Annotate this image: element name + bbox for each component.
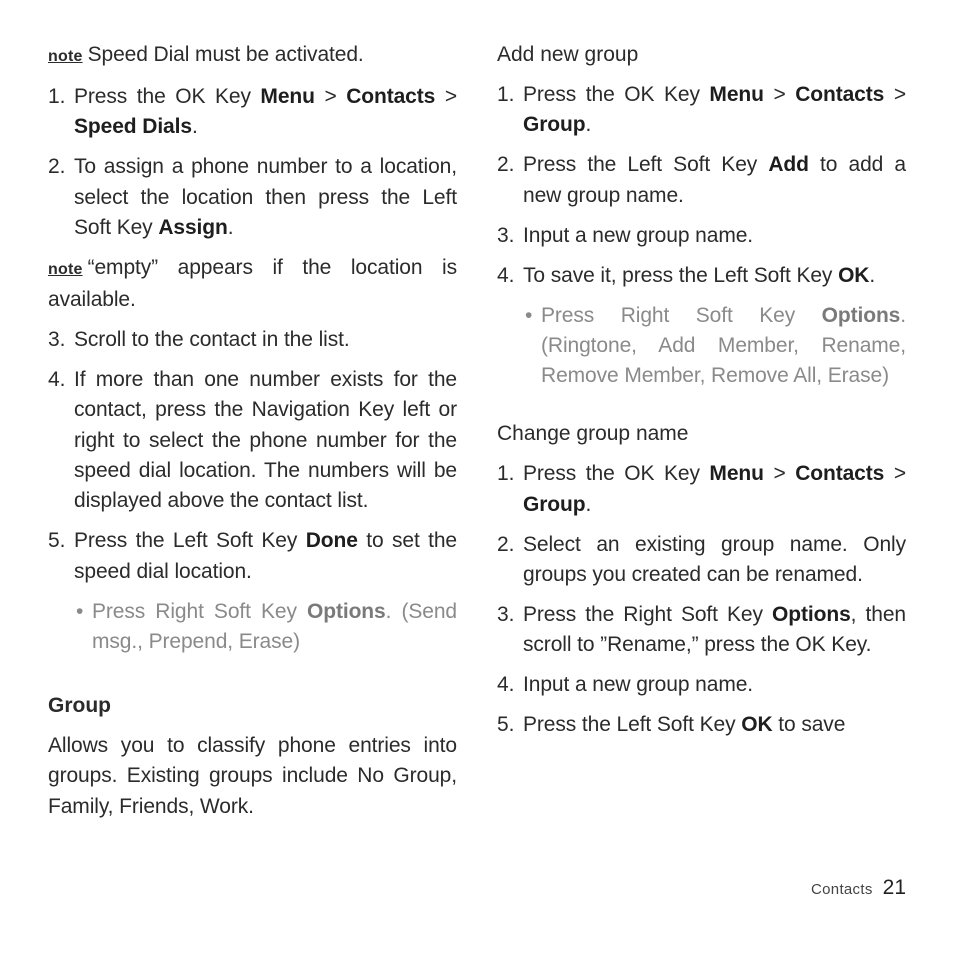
note-text: Speed Dial must be activated. — [87, 43, 364, 66]
separator: > — [435, 84, 457, 108]
footer-section-title: Contacts — [811, 881, 873, 898]
change-step-4 — [497, 670, 906, 700]
contacts-key: Contacts — [795, 462, 885, 486]
step-end: . — [227, 215, 234, 239]
add-step-4 — [497, 261, 906, 291]
note-label: note — [48, 260, 83, 278]
note-text: “empty” appears if the location is available. — [48, 255, 457, 312]
step-text: Press the OK Key — [523, 83, 710, 106]
add-options-bullet — [497, 301, 906, 392]
step-text: Press the Left Soft Key — [523, 153, 769, 177]
bullet-text-end: . (Ringtone, Add Member, Rename, Remove Member, Remove All, Erase) — [541, 303, 906, 388]
step-text-end: to save — [772, 713, 846, 737]
step-number: 4. — [497, 673, 515, 697]
separator: > — [884, 462, 906, 486]
menu-key: Menu — [709, 462, 764, 486]
done-key: Done — [305, 529, 358, 553]
step-number: 2. — [48, 155, 66, 179]
step-text-end: , then scroll to ”Rename,” press the OK Key. — [523, 602, 906, 657]
step-text: Press the Left Soft Key — [523, 713, 742, 737]
step-number: 1. — [48, 84, 66, 108]
group-heading: Group — [48, 694, 111, 718]
step-1-speed-dials — [48, 82, 457, 143]
note-speed-dial — [48, 40, 457, 72]
options-key: Options — [306, 599, 386, 623]
change-group-heading: Change group name — [497, 422, 689, 446]
step-end: . — [191, 115, 198, 139]
options-key: Options — [772, 602, 851, 626]
bullet-icon: • — [525, 303, 533, 327]
step-number: 3. — [497, 223, 515, 247]
speed-dials-key: Speed Dials — [74, 115, 192, 139]
change-step-2 — [497, 530, 906, 591]
step-number: 4. — [497, 263, 515, 287]
add-key: Add — [768, 153, 809, 177]
bullet-text: Press Right Soft Key — [92, 599, 307, 623]
step-end: . — [585, 492, 592, 516]
group-key: Group — [523, 492, 586, 516]
step-text: To save it, press the Left Soft Key — [523, 263, 839, 287]
note-label: note — [48, 48, 83, 65]
change-step-1 — [497, 459, 906, 520]
step-end: . — [585, 113, 592, 137]
step-text: Select an existing group name. Only groups you created can be renamed. — [523, 532, 906, 586]
step-number: 1. — [497, 83, 515, 106]
step-number: 4. — [48, 368, 66, 392]
ok-key: OK — [838, 263, 870, 287]
step-text: Input a new group name. — [523, 223, 754, 247]
step-number: 3. — [48, 328, 66, 352]
add-step-1 — [497, 80, 906, 141]
contacts-key: Contacts — [795, 83, 885, 106]
step-number: 5. — [497, 713, 515, 737]
note-empty — [48, 253, 457, 316]
options-bullet — [48, 597, 457, 658]
change-step-5 — [497, 710, 906, 740]
change-step-3 — [497, 600, 906, 661]
step-text-end: to add a new group name. — [523, 153, 906, 207]
step-end: . — [869, 263, 876, 287]
add-group-heading: Add new group — [497, 43, 639, 66]
step-text: Input a new group name. — [523, 673, 754, 697]
step-text: Press the OK Key — [74, 84, 261, 108]
menu-key: Menu — [709, 83, 764, 106]
bullet-icon: • — [76, 599, 84, 623]
left-column — [48, 40, 457, 832]
step-4-multiple-numbers — [48, 365, 457, 516]
options-key: Options — [821, 303, 901, 327]
assign-key: Assign — [158, 215, 228, 239]
step-number: 1. — [497, 462, 515, 486]
step-number: 5. — [48, 529, 66, 553]
group-description: Allows you to classify phone entries into groups. Existing groups include No Group, Family, Friends, Work. — [48, 734, 457, 818]
ok-key: OK — [741, 713, 773, 737]
step-number: 3. — [497, 602, 515, 626]
separator: > — [314, 84, 347, 108]
right-column — [497, 40, 906, 750]
contacts-key: Contacts — [346, 84, 436, 108]
step-text: Scroll to the contact in the list. — [74, 328, 350, 352]
step-number: 2. — [497, 153, 515, 177]
step-5-done — [48, 526, 457, 587]
step-text-end: to set the speed dial location. — [74, 529, 458, 583]
bullet-text-end: . (Send msg., Prepend, Erase) — [92, 599, 457, 653]
page-footer — [811, 876, 906, 900]
step-text: Press the Left Soft Key — [74, 529, 306, 553]
page-number: 21 — [882, 876, 906, 899]
add-step-3 — [497, 221, 906, 251]
step-text: If more than one number exists for the contact, press the Navigation Key left or right to select the phone number for the speed dial location. The numbers will be displayed above the contact list. — [74, 368, 457, 513]
add-step-2 — [497, 150, 906, 211]
separator: > — [763, 462, 796, 486]
step-text: Press the OK Key — [523, 462, 710, 486]
separator: > — [763, 83, 796, 106]
step-3-scroll — [48, 325, 457, 355]
step-2-assign — [48, 152, 457, 243]
bullet-text: Press Right Soft Key — [541, 303, 822, 327]
separator: > — [884, 83, 906, 106]
step-text: Press the Right Soft Key — [523, 602, 773, 626]
step-text: To assign a phone number to a location, select the location then press the Left Soft Key — [74, 155, 457, 239]
step-number: 2. — [497, 532, 515, 556]
menu-key: Menu — [260, 84, 315, 108]
group-key: Group — [523, 113, 586, 137]
